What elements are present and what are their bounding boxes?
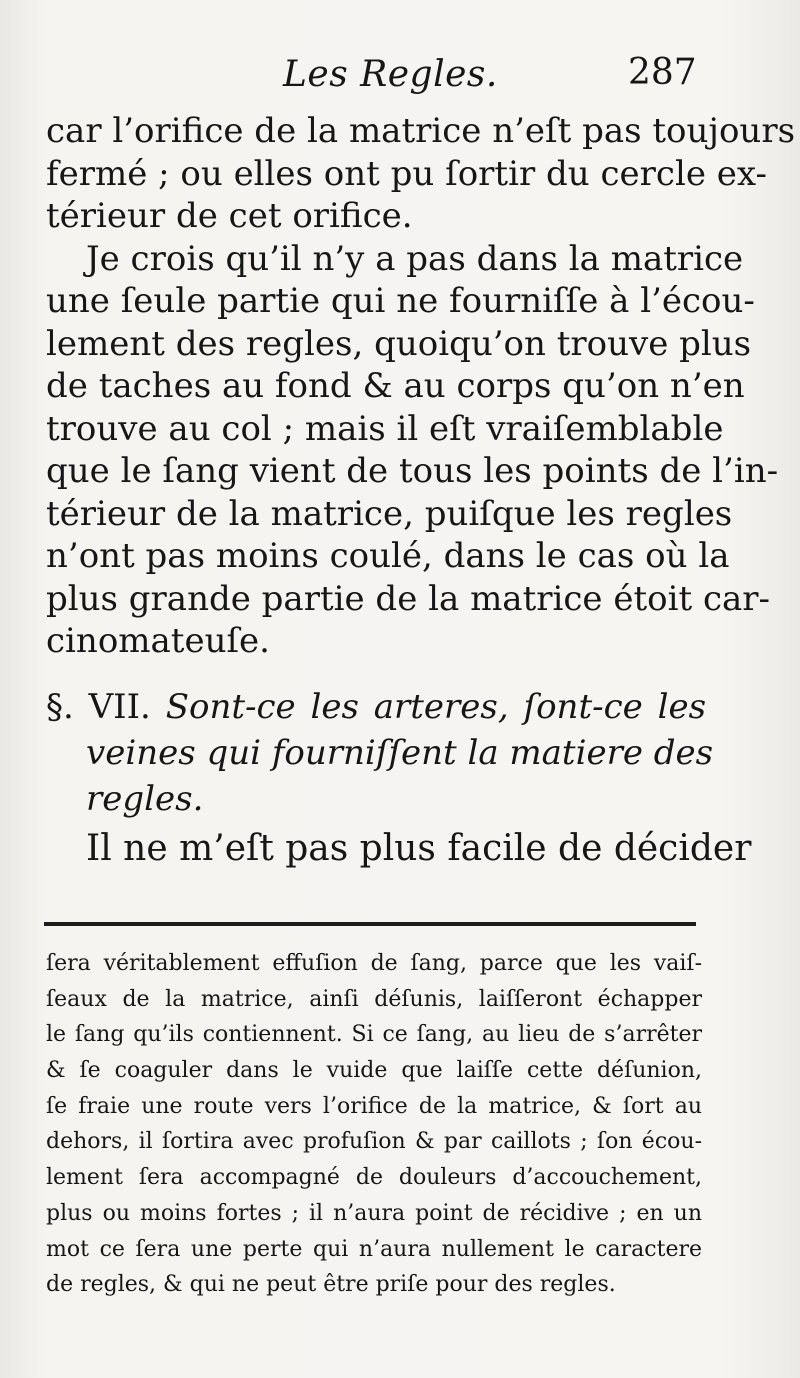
- body-line: cinomateuſe.: [46, 621, 270, 661]
- section-heading: [46, 684, 714, 822]
- footnote-line: le ſang qu’ils contiennent. Si ce ſang, au lieu de s’arrêter: [46, 1022, 702, 1048]
- page-number: 287: [628, 52, 697, 93]
- section-mark: §. VII.: [46, 687, 151, 727]
- body-line: plus grande partie de la matrice étoit car-: [46, 578, 770, 619]
- body-line: Je crois qu’il n’y a pas dans la matrice: [86, 238, 744, 279]
- footnote-line: mot ce ſera une perte qui n’aura nullement le caractere: [46, 1236, 702, 1262]
- footnote-line: ſe fraie une route vers l’orifice de la matrice, & ſort au: [46, 1093, 702, 1119]
- running-title: Les Regles.: [283, 54, 498, 95]
- body-line: une ſeule partie qui ne fourniſſe à l’écou-: [46, 281, 755, 321]
- footnote-line: & ſe coaguler dans le vuide que laiſſe cette déſunion,: [46, 1058, 702, 1084]
- paragraph-start: [86, 828, 752, 871]
- body-line: Il ne m’eſt pas plus facile de décider: [86, 828, 752, 869]
- body-line: térieur de la matrice, puiſque les regles: [46, 493, 733, 534]
- footnote-divider: [44, 922, 696, 926]
- footnote-line: plus ou moins fortes ; il n’aura point de récidive ; en un: [46, 1200, 702, 1226]
- footnote-line: ſera véritablement effuſion de ſang, parce que les vaiſ-: [46, 951, 702, 976]
- body-paragraphs: [46, 110, 796, 663]
- section-title: regles.: [86, 779, 204, 819]
- body-line: car l’orifice de la matrice n’eſt pas toujours: [46, 111, 796, 151]
- body-line: de taches au fond & au corps qu’on n’en: [46, 366, 745, 406]
- body-line: lement des regles, quoiqu’on trouve plus: [46, 323, 752, 364]
- section-title: veines qui fourniſſent la matiere des: [86, 733, 714, 773]
- page-header: [0, 50, 800, 110]
- body-line: que le ſang vient de tous les points de l’in-: [46, 451, 779, 491]
- footnote-line: dehors, il ſortira avec profuſion & par caillots ; ſon écou-: [46, 1129, 702, 1155]
- body-line: térieur de cet orifice.: [46, 196, 413, 236]
- body-line: trouve au col ; mais il eſt vraiſemblable: [46, 408, 724, 449]
- body-line: fermé ; ou elles ont pu ſortir du cercle ex-: [46, 153, 767, 194]
- section-title: Sont-ce les arteres, ſont-ce les: [165, 687, 707, 727]
- body-line: n’ont pas moins coulé, dans le cas où la: [46, 536, 730, 576]
- footnote: [46, 946, 702, 1303]
- footnote-line: de regles, & qui ne peut être priſe pour des regles.: [46, 1272, 616, 1298]
- footnote-line: lement ſera accompagné de douleurs d’accouchement,: [46, 1165, 702, 1191]
- footnote-line: ſeaux de la matrice, ainſi déſunis, laiſſeront échapper: [46, 986, 702, 1012]
- section-heading-line: [46, 684, 706, 730]
